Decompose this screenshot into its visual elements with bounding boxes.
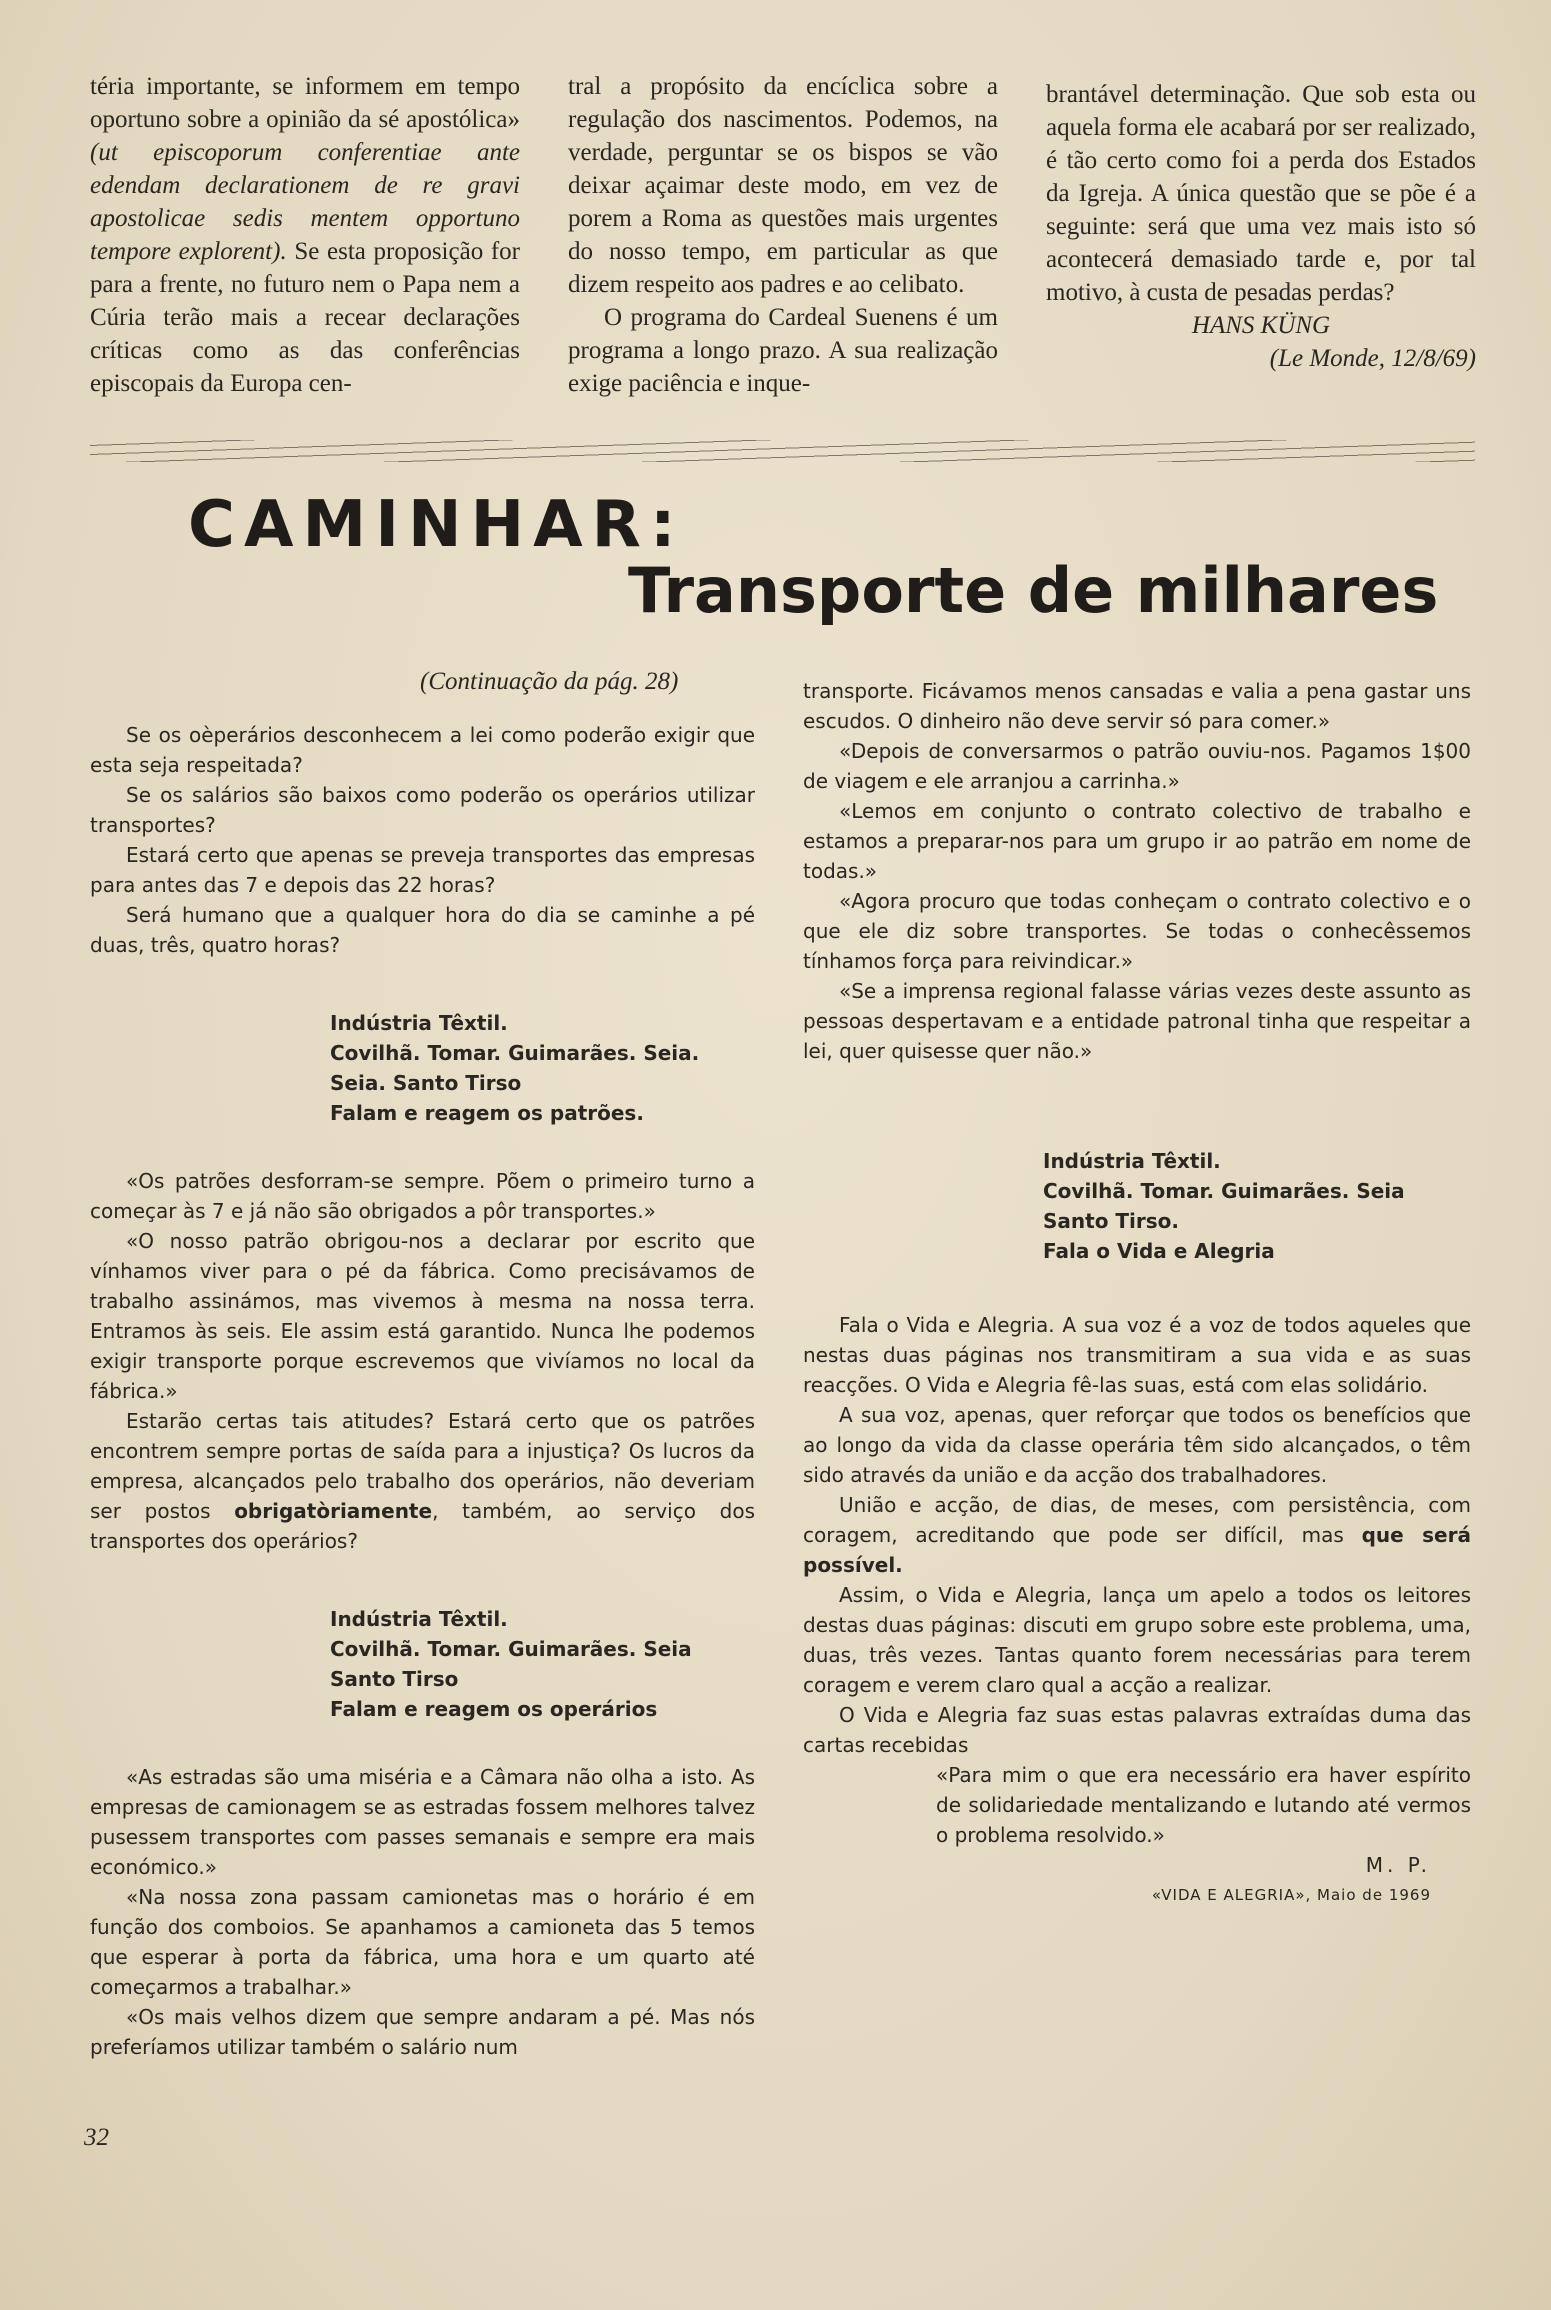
- paragraph: «Depois de conversarmos o patrão ouviu-nos. Pagamos 1$00 de viagem e ele arranjou a carrinha.»: [803, 739, 1471, 793]
- paragraph: [803, 1490, 1471, 1580]
- subheading-vida-alegria: [803, 1146, 1471, 1266]
- paragraph: O Vida e Alegria faz suas estas palavras extraídas duma das cartas recebidas: [803, 1703, 1471, 1757]
- paragraph: Será humano que a qualquer hora do dia se caminhe a pé duas, três, quatro horas?: [90, 903, 755, 957]
- paragraph: Se os salários são baixos como poderão os operários utilizar transportes?: [90, 783, 755, 837]
- subheading-line: Covilhã. Tomar. Guimarães. Seia.: [330, 1041, 700, 1065]
- paragraph: «As estradas são uma miséria e a Câmara não olha a isto. As empresas de camionagem se as estradas fossem melhores talvez pusessem transportes com passes semanais e sempre era mais económico.»: [90, 1765, 755, 1879]
- top-column-2: [568, 70, 998, 400]
- paragraph: «Os patrões desforram-se sempre. Põem o primeiro turno a começar às 7 e já não são obrigados a pôr transportes.»: [90, 1169, 755, 1223]
- subheading-line: Indústria Têxtil.: [330, 1607, 508, 1631]
- paragraph: transporte. Ficávamos menos cansadas e valia a pena gastar uns escudos. O dinheiro não deve servir só para comer.»: [803, 679, 1471, 733]
- paragraph: Se os oèperários desconhecem a lei como poderão exigir que esta seja respeitada?: [90, 723, 755, 777]
- paragraph: «O nosso patrão obrigou-nos a declarar por escrito que vínhamos viver para o pé da fábrica. Como precisávamos de trabalho assinámos, mas vivemos à mesma na nossa terra. Entramos às seis. Ele assim está garantido. Nunca lhe podemos exigir transporte porque escrevemos que vivíamos no local da fábrica.»: [90, 1229, 755, 1403]
- continuation-note: (Continuação da pág. 28): [420, 668, 679, 695]
- subheading-line: Santo Tirso: [330, 1667, 459, 1691]
- author-signature: HANS KÜNG: [1191, 312, 1331, 339]
- subheading-line: Covilhã. Tomar. Guimarães. Seia: [330, 1637, 692, 1661]
- paragraph: brantável determinação. Que sob esta ou aquela forma ele acabará por ser realizado, é tão certo como foi a perda dos Estados da Igreja. A única questão que se põe é a seguinte: será que uma vez mais isto só acontecerá demasiado tarde e, por tal motivo, à custa de pesadas perdas?: [1046, 81, 1476, 306]
- paragraph: A sua voz, apenas, quer reforçar que todos os benefícios que ao longo da vida da classe operária têm sido alcançados, o têm sido através da união e da acção dos trabalhadores.: [803, 1403, 1471, 1487]
- top-column-3: [1046, 78, 1476, 375]
- left-column: [90, 720, 755, 2062]
- letter-quote: «Para mim o que era necessário era haver espírito de solidariedade mentalizando e lutando até vermos o problema resolvido.»: [936, 1763, 1471, 1847]
- latin-quote: (ut episcoporum conferentiae ante edendam declarationem de re gravi apostolicae sedis mentem opportuno tempore explorent).: [90, 139, 520, 265]
- paragraph: Assim, o Vida e Alegria, lança um apelo a todos os leitores destas duas páginas: discuti em grupo sobre este problema, uma, duas, três vezes. Tantas quanto forem necessárias para terem coragem e verem claro qual a acção a realizar.: [803, 1583, 1471, 1697]
- text-run: , também, ao serviço dos transportes dos operários?: [90, 1499, 756, 1553]
- decorative-rule: [90, 440, 1475, 462]
- top-column-1: [90, 70, 520, 400]
- paragraph: «Na nossa zona passam camionetas mas o horário é em função dos comboios. Se apanhamos a camioneta das 5 temos que esperar à porta da fábrica, uma hora e um quarto até começarmos a trabalhar.»: [90, 1885, 755, 1999]
- top-col1-text-end: Se esta proposição for para a frente, no futuro nem o Papa nem a Cúria terão mais a recear declarações críticas como as das conferências episcopais da Europa cen-: [90, 238, 520, 397]
- subheading-line: Falam e reagem os patrões.: [330, 1101, 644, 1125]
- subheading-patroes: [90, 1008, 755, 1128]
- paragraph: «Se a imprensa regional falasse várias vezes deste assunto as pessoas despertavam e a entidade patronal tinha que respeitar a lei, quer quisesse quer não.»: [803, 979, 1471, 1063]
- paragraph: [90, 1406, 755, 1556]
- headline-subtitle: Transporte de milhares: [628, 554, 1439, 627]
- subheading-line: Santo Tirso.: [1043, 1209, 1180, 1233]
- subheading-line: Fala o Vida e Alegria: [1043, 1239, 1275, 1263]
- paragraph: Estará certo que apenas se preveja transportes das empresas para antes das 7 e depois das 22 horas?: [90, 843, 755, 897]
- paragraph: «Agora procuro que todas conheçam o contrato colectivo e o que ele diz sobre transportes. Se todas o conhecêssemos tínhamos força para reivindicar.»: [803, 889, 1471, 973]
- headline-title: CAMINHAR:: [188, 488, 685, 562]
- page-number: 32: [84, 2124, 109, 2151]
- paragraph: O programa do Cardeal Suenens é um programa a longo prazo. A sua realização exige paciência e inque-: [568, 304, 998, 397]
- subheading-line: Indústria Têxtil.: [330, 1011, 508, 1035]
- paragraph: tral a propósito da encíclica sobre a regulação dos nascimentos. Podemos, na verdade, perguntar se os bispos se vão deixar açaimar deste modo, em vez de porem a Roma as questões mais urgentes do nosso tempo, em particular as que dizem respeito aos padres e ao celibato.: [568, 73, 998, 298]
- text-run: União e acção, de dias, de meses, com persistência, com coragem, acreditando que pode ser difícil, mas: [803, 1493, 1471, 1547]
- subheading-line: Seia. Santo Tirso: [330, 1071, 522, 1095]
- text-run: Estarão certas tais atitudes? Estará certo que os patrões encontrem sempre portas de saída para a injustiça? Os lucros da empresa, alcançados pelo trabalho dos operários, não deveriam ser postos: [90, 1409, 755, 1523]
- subheading-line: Indústria Têxtil.: [1043, 1149, 1221, 1173]
- initials: M. P.: [1365, 1853, 1431, 1877]
- subheading-line: Covilhã. Tomar. Guimarães. Seia: [1043, 1179, 1405, 1203]
- subheading-operarios: [90, 1604, 755, 1724]
- source-credit: «VIDA E ALEGRIA», Maio de 1969: [1151, 1886, 1431, 1904]
- right-column: [803, 676, 1471, 1910]
- author-source: (Le Monde, 12/8/69): [1269, 345, 1476, 372]
- bold-text: obrigatòriamente: [234, 1499, 433, 1523]
- bold-text: que será possível.: [803, 1523, 1471, 1577]
- subheading-line: Falam e reagem os operários: [330, 1697, 658, 1721]
- top-col1-text: téria importante, se informem em tempo oportuno sobre a opinião da sé apostólica»: [90, 73, 520, 133]
- paragraph: «Lemos em conjunto o contrato colectivo de trabalho e estamos a preparar-nos para um grupo ir ao patrão em nome de todas.»: [803, 799, 1471, 883]
- paragraph: «Os mais velhos dizem que sempre andaram a pé. Mas nós preferíamos utilizar também o salário num: [90, 2005, 755, 2059]
- paragraph: Fala o Vida e Alegria. A sua voz é a voz de todos aqueles que nestas duas páginas nos transmitiram a sua vida e as suas reacções. O Vida e Alegria fê-las suas, está com elas solidário.: [803, 1313, 1471, 1397]
